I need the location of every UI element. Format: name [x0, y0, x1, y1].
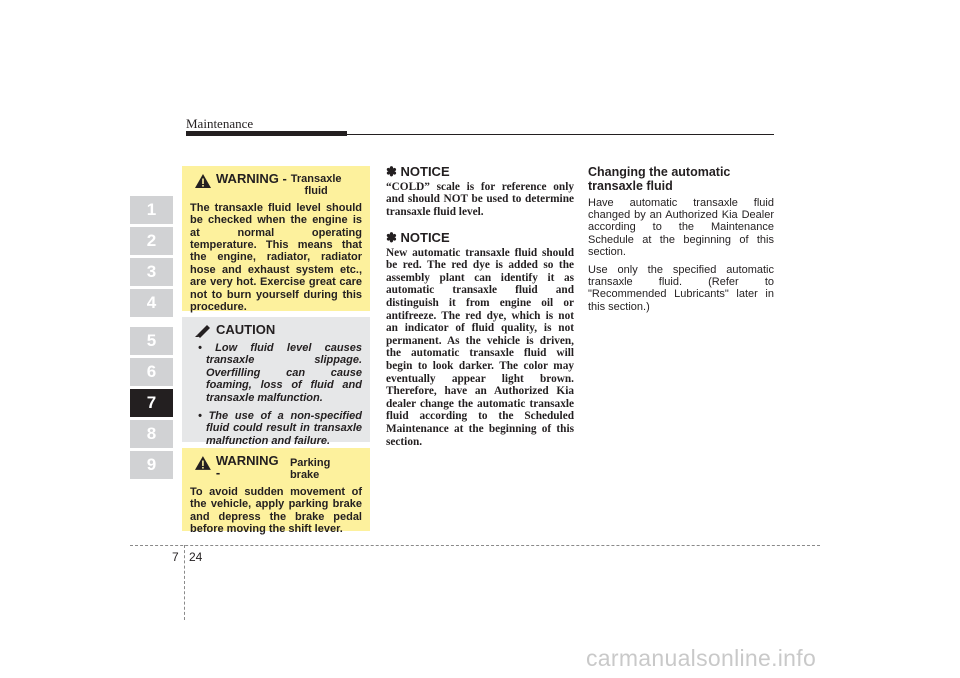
warning-triangle-icon	[194, 173, 212, 189]
warning-subtitle: Parking brake	[289, 457, 331, 482]
chapter-tab-4[interactable]: 4	[130, 289, 173, 317]
notice-red-fluid	[386, 232, 574, 448]
warning-triangle-icon	[194, 455, 212, 471]
chapter-tab-9[interactable]: 9	[130, 451, 173, 479]
section-changing-fluid	[588, 166, 774, 319]
chapter-tab-3[interactable]: 3	[130, 258, 173, 286]
warning-box-parking-brake	[182, 448, 370, 536]
notice-cold-scale	[386, 166, 574, 218]
warning-title: WARNING -	[216, 171, 287, 186]
caution-item: • The use of a non-specified fluid could result in transaxle malfunction and failure.	[198, 410, 362, 447]
page-chapter-number: 7	[172, 550, 179, 564]
warning-subtitle-line2: fluid	[304, 185, 328, 198]
caution-list	[190, 342, 362, 447]
caution-title: CAUTION	[216, 322, 276, 337]
notice-title: ✽ NOTICE	[386, 164, 450, 179]
chapter-tab-5[interactable]: 5	[130, 327, 173, 355]
notice-body: New automatic transaxle fluid should be red. The red dye is added so the assembly plant can identify it as automatic transaxle fluid and distinguish it from engine oil or antifreeze. The red dye, which is not an indicator of fluid quality, is not permanent. As the vehicle is driven, the automatic transaxle fluid will begin to look darker. The color may eventually appear light brown. Therefore, have an Authorized Kia dealer change the automatic transaxle fluid according to the Scheduled Maintenance at the beginning of this section.	[386, 246, 574, 448]
section-heading: Changing the automatic transaxle fluid	[588, 165, 731, 193]
warning-body: To avoid sudden movement of the vehicle, apply parking brake and depress the brake pedal before moving the shift lever.	[190, 485, 362, 536]
notice-title: ✽ NOTICE	[386, 230, 450, 245]
warning-box-transaxle-fluid	[182, 166, 370, 314]
caution-item: • Low fluid level causes transaxle slippage. Overfilling can cause foaming, loss of fluid and transaxle malfunction.	[198, 342, 362, 404]
pencil-icon	[194, 324, 212, 338]
footer-rule	[130, 545, 820, 546]
notice-body: “COLD” scale is for reference only and should NOT be used to determine transaxle fluid level.	[386, 180, 574, 218]
section-paragraph: Have automatic transaxle fluid changed by an Authorized Kia Dealer according to the Maintenance Schedule at the beginning of this section.	[588, 197, 774, 258]
header-rule-thick	[186, 131, 347, 136]
section-paragraph: Use only the specified automatic transaxle fluid. (Refer to "Recommended Lubricants" later in this section.)	[588, 264, 774, 313]
chapter-tab-2[interactable]: 2	[130, 227, 173, 255]
page-number: 24	[189, 550, 203, 564]
chapter-tab-1[interactable]: 1	[130, 196, 173, 224]
header-rule-thin	[347, 134, 774, 135]
warning-title: WARNING -	[215, 453, 279, 481]
warning-body: The transaxle fluid level should be checked when the engine is at normal operating temperature. This means that the engine, radiator, radiator hose and exhaust system etc., are very hot. Exercise great care not to burn yourself during this procedure.	[190, 201, 362, 314]
caution-box	[182, 317, 370, 447]
chapter-tab-7[interactable]: 7	[130, 389, 173, 417]
chapter-tab-6[interactable]: 6	[130, 358, 173, 386]
footer-vertical-rule	[184, 545, 185, 620]
warning-subtitle-line1: Transaxle	[290, 173, 342, 185]
chapter-tab-8[interactable]: 8	[130, 420, 173, 448]
watermark: carmanualsonline.info	[586, 645, 817, 671]
header-title: Maintenance	[186, 116, 254, 131]
